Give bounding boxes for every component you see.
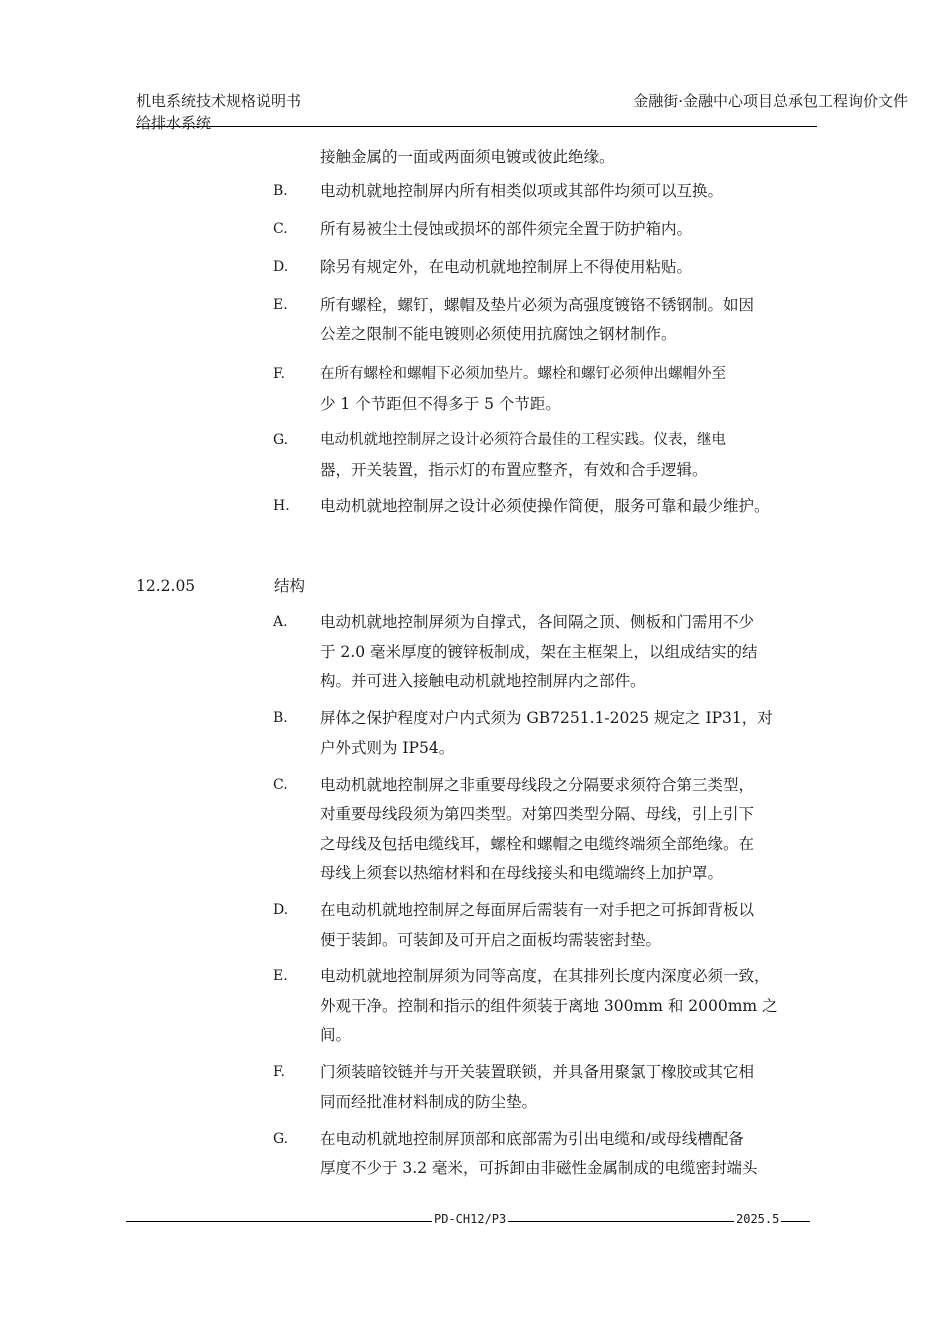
item-line: 电动机就地控制屏之设计必须符合最佳的工程实践。仪表，继电 xyxy=(320,432,726,448)
item-line: 电动机就地控制屏之设计必须使操作简便，服务可靠和最少维护。 xyxy=(320,497,770,515)
item-line: 外观干净。控制和指示的组件须装于离地 300mm 和 2000mm 之 xyxy=(320,997,778,1015)
section-title: 结构 xyxy=(274,577,306,595)
item-letter: C. xyxy=(273,221,288,237)
item-line: 在电动机就地控制屏之每面屏后需装有一对手把之可拆卸背板以 xyxy=(320,901,755,919)
item-line: 电动机就地控制屏之非重要母线段之分隔要求须符合第三类型， xyxy=(320,776,755,794)
document-title: 机电系统技术规格说明书 xyxy=(136,92,302,110)
item-line: 门须装暗铰链并与开关装置联锁，并具备用聚氯丁橡胶或其它相 xyxy=(320,1063,755,1081)
item-line: 便于装卸。可装卸及可开启之面板均需装密封垫。 xyxy=(320,931,662,949)
item-line: 母线上须套以热缩材料和在母线接头和电缆端终上加护罩。 xyxy=(320,864,724,882)
item-letter: C. xyxy=(273,777,288,793)
item-line: 在所有螺栓和螺帽下必须加垫片。螺栓和螺钉必须伸出螺帽外至 xyxy=(320,366,726,382)
item-line: 于 2.0 毫米厚度的镀锌板制成，架在主框架上，以组成结实的结 xyxy=(320,643,758,661)
document-subtitle: 给排水系统 xyxy=(136,114,212,132)
item-line: 所有螺栓，螺钉，螺帽及垫片必须为高强度镀铬不锈钢制。如因 xyxy=(320,296,755,314)
item-line: 构。并可进入接触电动机就地控制屏内之部件。 xyxy=(320,672,646,690)
project-title: 金融街·金融中心项目总承包工程询价文件 xyxy=(633,92,908,110)
item-letter: B. xyxy=(273,183,288,199)
item-line: 公差之限制不能电镀则必须使用抗腐蚀之钢材制作。 xyxy=(320,325,677,343)
footer-date: 2025.5 xyxy=(736,1212,780,1226)
item-letter: E. xyxy=(273,968,288,984)
header-rule xyxy=(136,126,817,127)
item-letter: D. xyxy=(273,902,289,918)
item-letter: D. xyxy=(273,259,289,275)
item-line: 电动机就地控制屏须为自撑式，各间隔之顶、侧板和门需用不少 xyxy=(320,613,755,631)
item-line: 接触金属的一面或两面须电镀或彼此绝缘。 xyxy=(320,148,615,166)
item-letter: E. xyxy=(273,297,288,313)
item-line: 电动机就地控制屏内所有相类似项或其部件均须可以互换。 xyxy=(320,182,724,200)
item-line: 器，开关装置，指示灯的布置应整齐，有效和合手逻辑。 xyxy=(320,461,708,479)
item-letter: F. xyxy=(273,1064,285,1080)
item-letter: A. xyxy=(273,614,288,630)
item-line: 户外式则为 IP54。 xyxy=(320,739,455,757)
item-line: 之母线及包括电缆线耳，螺栓和螺帽之电缆终端须全部绝缘。在 xyxy=(320,835,755,853)
item-line: 同而经批准材料制成的防尘垫。 xyxy=(320,1093,538,1111)
item-letter: G. xyxy=(273,1131,289,1147)
item-line: 厚度不少于 3.2 毫米，可拆卸由非磁性金属制成的电缆密封端头 xyxy=(320,1159,758,1177)
item-line: 电动机就地控制屏须为同等高度，在其排列长度内深度必须一致， xyxy=(320,967,770,985)
section-number: 12.2.05 xyxy=(136,577,196,595)
footer-page-code: PD-CH12/P3 xyxy=(434,1212,507,1226)
item-line: 屏体之保护程度对户内式须为 GB7251.1-2025 规定之 IP31，对 xyxy=(320,709,773,727)
item-line: 少 1 个节距但不得多于 5 个节距。 xyxy=(320,395,561,413)
item-line: 对重要母线段须为第四类型。对第四类型分隔、母线，引上引下 xyxy=(320,805,755,823)
header-left xyxy=(136,90,301,134)
item-letter: H. xyxy=(273,498,290,514)
item-letter: G. xyxy=(273,432,289,448)
item-line: 在电动机就地控制屏顶部和底部需为引出电缆和/或母线槽配备 xyxy=(320,1130,744,1148)
item-letter: B. xyxy=(273,710,288,726)
item-letter: F. xyxy=(273,366,285,382)
item-line: 所有易被尘土侵蚀或损坏的部件须完全置于防护箱内。 xyxy=(320,220,693,238)
item-line: 间。 xyxy=(320,1026,352,1044)
item-line: 除另有规定外，在电动机就地控制屏上不得使用粘贴。 xyxy=(320,258,693,276)
